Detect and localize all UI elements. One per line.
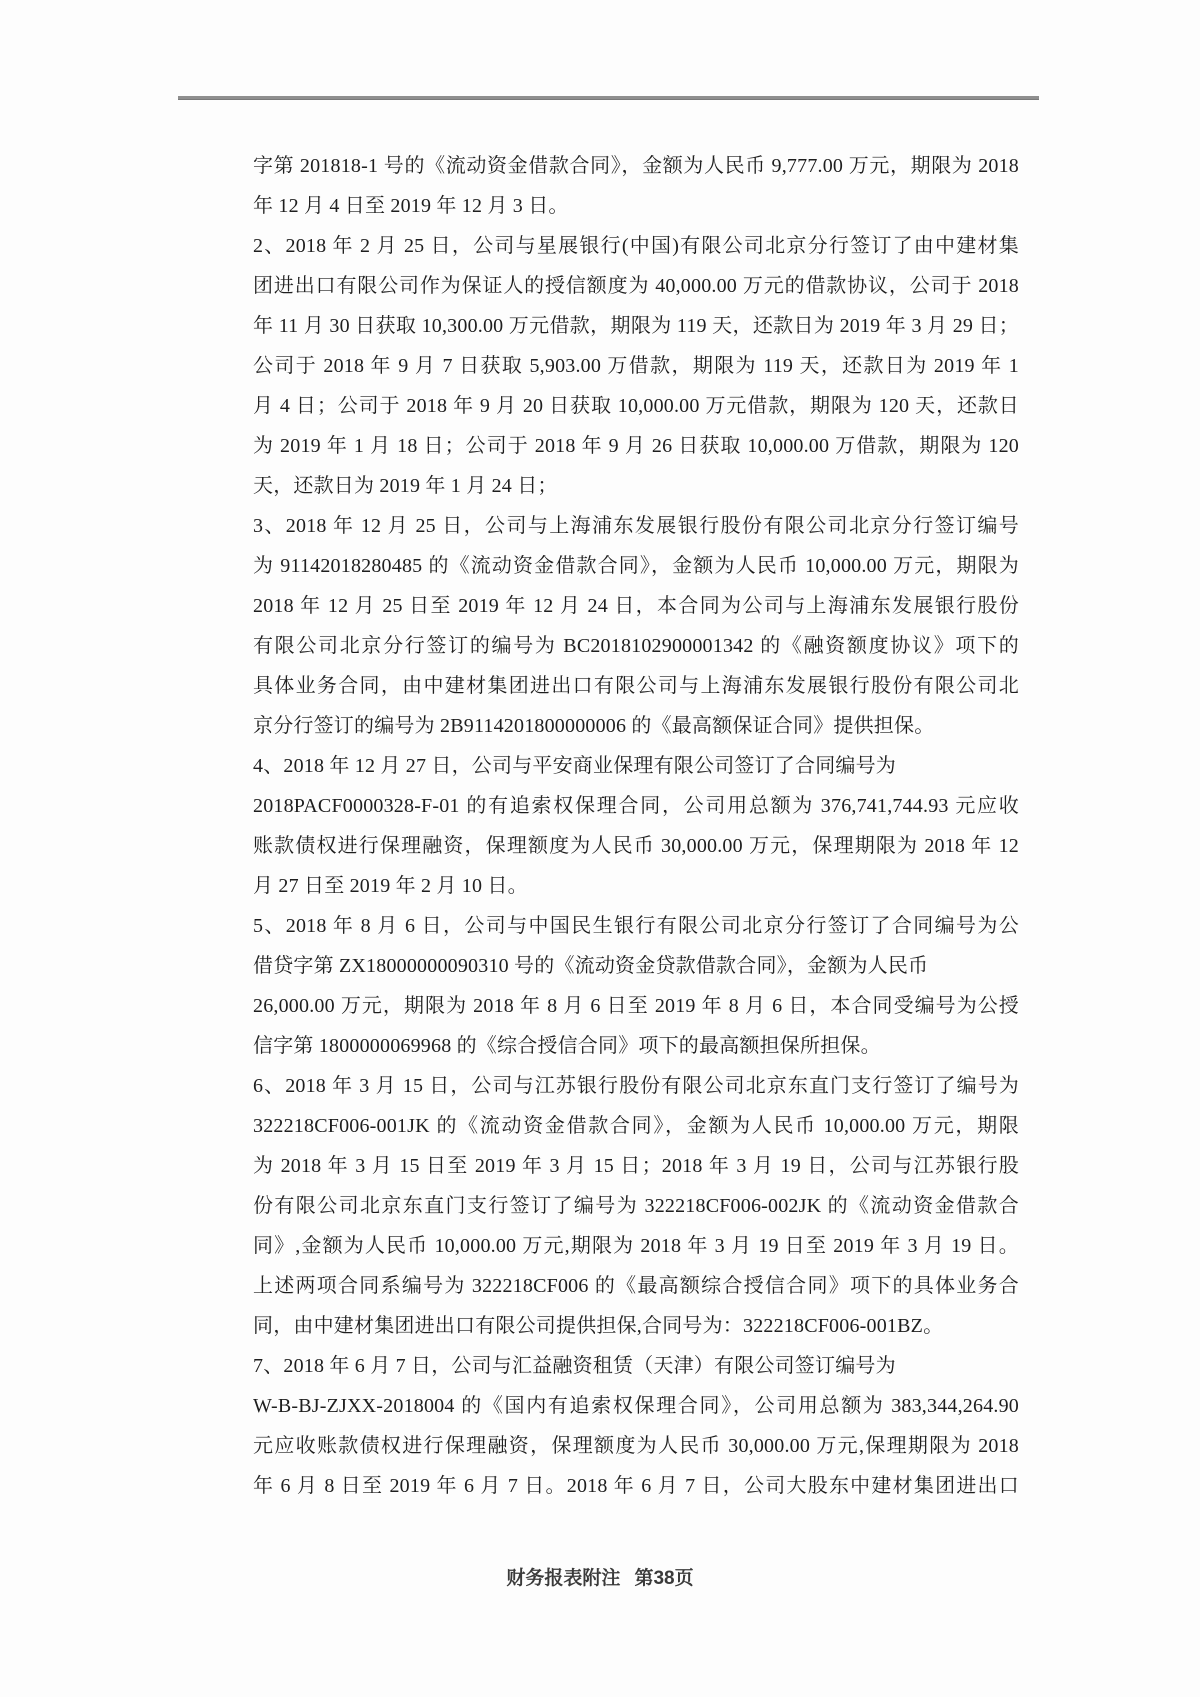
text-line: 4、2018 年 12 月 27 日，公司与平安商业保理有限公司签订了合同编号为 (253, 755, 896, 777)
text-line: 账款债权进行保理融资，保理额度为人民币 30,000.00 万元，保理期限为 2018 年 12 (253, 835, 1019, 857)
text-line: 公司于 2018 年 9 月 7 日获取 5,903.00 万借款，期限为 119 天，还款日为 2019 年 1 (253, 355, 1019, 377)
text-line: 同，由中建材集团进出口有限公司提供担保,合同号为：322218CF006-001BZ。 (253, 1315, 944, 1337)
text-line: 2018 年 12 月 25 日至 2019 年 12 月 24 日，本合同为公司与上海浦东发展银行股份 (253, 595, 1019, 617)
text-line: 天，还款日为 2019 年 1 月 24 日； (253, 475, 558, 497)
text-line: 26,000.00 万元，期限为 2018 年 8 月 6 日至 2019 年 8 月 6 日，本合同受编号为公授 (253, 995, 1019, 1017)
header-rule (178, 96, 1039, 100)
text-line: 京分行签订的编号为 2B9114201800000006 的《最高额保证合同》提供担保。 (253, 715, 935, 737)
text-line: 字第 201818-1 号的《流动资金借款合同》，金额为人民币 9,777.00 万元，期限为 2018 (253, 155, 1019, 177)
text-line: 份有限公司北京东直门支行签订了编号为 322218CF006-002JK 的《流动资金借款合 (253, 1195, 1019, 1217)
text-line: 上述两项合同系编号为 322218CF006 的《最高额综合授信合同》项下的具体业务合 (253, 1275, 1019, 1297)
text-line: 322218CF006-001JK 的《流动资金借款合同》，金额为人民币 10,000.00 万元，期限 (253, 1115, 1019, 1137)
text-line: 为 2018 年 3 月 15 日至 2019 年 3 月 15 日；2018 年 3 月 19 日，公司与江苏银行股 (253, 1155, 1019, 1177)
text-line: 有限公司北京分行签订的编号为 BC2018102900001342 的《融资额度协议》项下的 (253, 635, 1019, 657)
text-line: 为 2019 年 1 月 18 日；公司于 2018 年 9 月 26 日获取 10,000.00 万借款，期限为 120 (253, 435, 1019, 457)
text-line: 5、2018 年 8 月 6 日，公司与中国民生银行有限公司北京分行签订了合同编号为公 (253, 915, 1019, 937)
text-line: 元应收账款债权进行保理融资，保理额度为人民币 30,000.00 万元,保理期限为 2018 (253, 1435, 1019, 1457)
text-line: 年 6 月 8 日至 2019 年 6 月 7 日。2018 年 6 月 7 日，公司大股东中建材集团进出口 (253, 1475, 1019, 1497)
text-line: 年 11 月 30 日获取 10,300.00 万元借款，期限为 119 天，还款日为 2019 年 3 月 29 日； (253, 315, 1019, 337)
text-line: 7、2018 年 6 月 7 日，公司与汇益融资租赁（天津）有限公司签订编号为 (253, 1355, 896, 1377)
footer-title: 财务报表附注 (506, 1568, 621, 1589)
text-line: 借贷字第 ZX18000000090310 号的《流动资金贷款借款合同》，金额为人民币 (253, 955, 929, 977)
text-line: 年 12 月 4 日至 2019 年 12 月 3 日。 (253, 195, 569, 217)
text-line: 团进出口有限公司作为保证人的授信额度为 40,000.00 万元的借款协议，公司于 2018 (253, 275, 1019, 297)
footer-page-number: 第38页 (634, 1568, 694, 1589)
document-body (253, 146, 1019, 1506)
text-line: 6、2018 年 3 月 15 日，公司与江苏银行股份有限公司北京东直门支行签订了编号为 (253, 1075, 1019, 1097)
text-line: 3、2018 年 12 月 25 日，公司与上海浦东发展银行股份有限公司北京分行签订编号 (253, 515, 1019, 537)
text-line: 月 27 日至 2019 年 2 月 10 日。 (253, 875, 528, 897)
text-line: W-B-BJ-ZJXX-2018004 的《国内有追索权保理合同》，公司用总额为 383,344,264.90 (253, 1395, 1019, 1417)
text-line: 具体业务合同，由中建材集团进出口有限公司与上海浦东发展银行股份有限公司北 (253, 675, 1019, 697)
text-line: 2、2018 年 2 月 25 日，公司与星展银行(中国)有限公司北京分行签订了由中建材集 (253, 235, 1019, 257)
text-line: 信字第 1800000069968 的《综合授信合同》项下的最高额担保所担保。 (253, 1035, 881, 1057)
text-line: 2018PACF0000328-F-01 的有追索权保理合同，公司用总额为 376,741,744.93 元应收 (253, 795, 1019, 817)
page-footer (0, 1563, 1200, 1590)
text-line: 同》,金额为人民币 10,000.00 万元,期限为 2018 年 3 月 19 日至 2019 年 3 月 19 日。 (253, 1235, 1019, 1257)
text-line: 月 4 日；公司于 2018 年 9 月 20 日获取 10,000.00 万元借款，期限为 120 天，还款日 (253, 395, 1019, 417)
text-line: 为 91142018280485 的《流动资金借款合同》，金额为人民币 10,000.00 万元，期限为 (253, 555, 1019, 577)
